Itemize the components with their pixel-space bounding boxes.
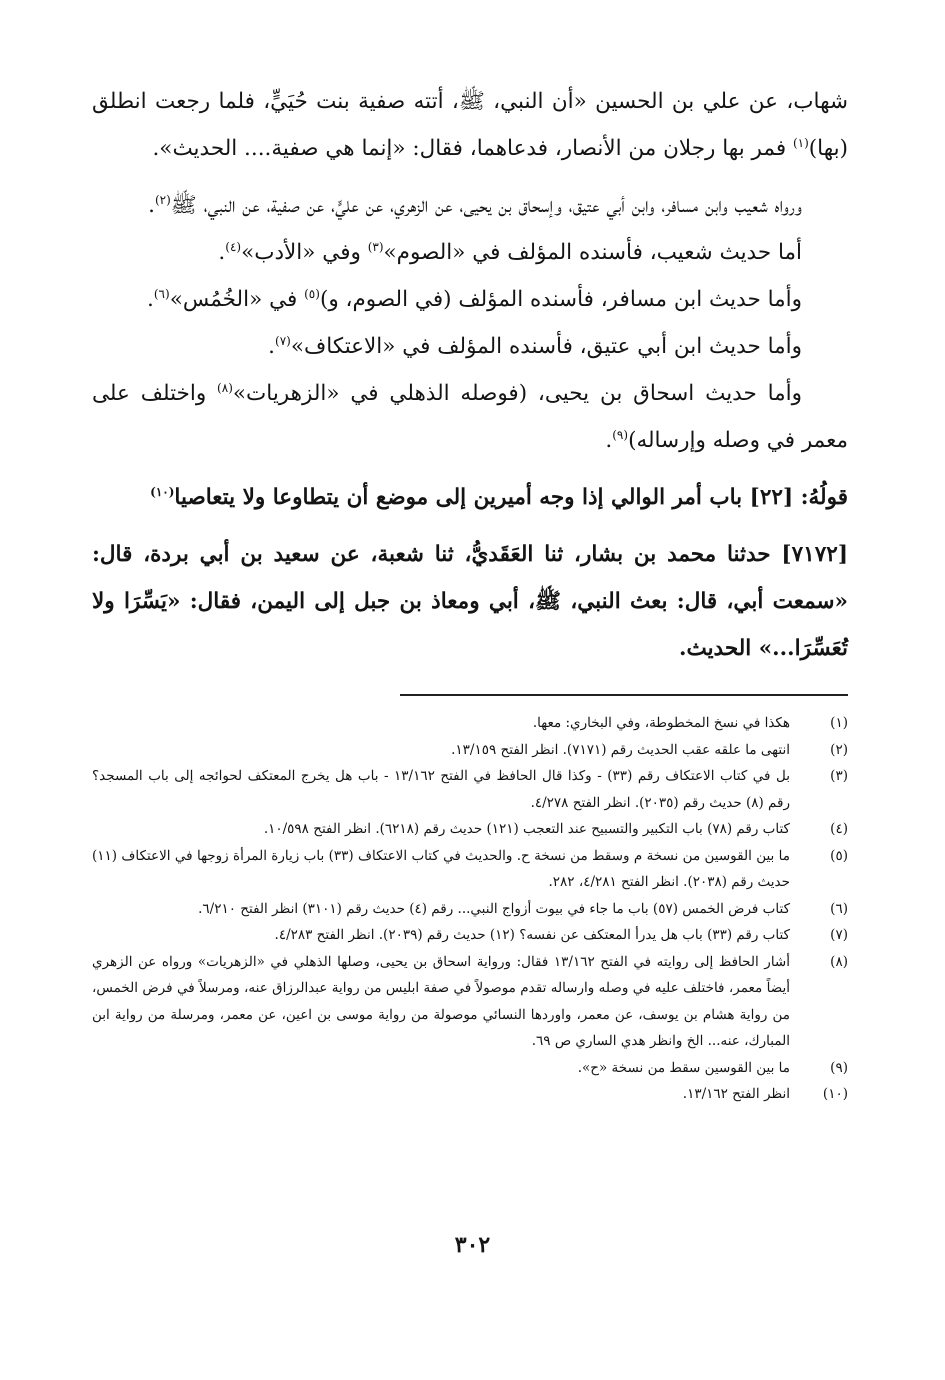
footnote-text: كتاب رقم (٧٨) باب التكبير والتسبيح عند التعجب (١٢١) حديث رقم (٦٢١٨). انظر الفتح ١٠/٥٩٨. [263,821,790,837]
footnote-item [92,843,848,896]
paragraph-1-text: شهاب، عن علي بن الحسين «أن النبي، ﷺ، أتته صفية بنت حُيَيٍّ، فلما رجعت انطلق (بها) [92,89,848,161]
footnote-ref-10: (١٠) [150,484,175,499]
footnote-number: (٦) [830,900,848,917]
footnote-item [92,763,848,816]
paragraph-4-end: . [147,287,154,312]
paragraph-5-end: . [268,334,275,359]
page-content [92,78,848,1108]
paragraph-2-text: ورواه شعيب وابن مسافر، وابن أبي عتيق، وإسحاق بن يحيى، عن الزهري، عن عليٍّ، عن صفية، عن النبي، ﷺ [170,193,802,218]
footnote-item [92,737,848,764]
footnote-item [92,816,848,843]
footnote-text: ما بين القوسين من نسخة م وسقط من نسخة ح. والحديث في كتاب الاعتكاف (٣٣) باب زيارة المرأة زوجها في الاعتكاف (١١) حديث رقم (٢٠٣٨). انظر الفتح ٤/٢٨١، ٢٨٢. [92,847,790,890]
hadith-text: [٧١٧٢] حدثنا محمد بن بشار، ثنا العَقَديُّ، ثنا شعبة، عن سعيد بن أبي بردة، قال: «سمعت أبي، قال: بعث النبي، ﷺ، أبي ومعاذ بن جبل إلى اليمن، فقال: «يَسِّرَا ولا تُعَسِّرَا...» الحديث. [92,542,848,661]
footnote-text: هكذا في نسخ المخطوطة، وفي البخاري: معها. [532,715,790,731]
footnote-text: كتاب فرض الخمس (٥٧) باب ما جاء في بيوت أزواج النبي... رقم (٤) حديث رقم (٣١٠١) انظر الفتح ٦/٢١٠. [198,900,790,917]
footnote-item [92,1081,848,1108]
footnote-text: ما بين القوسين سقط من نسخة «ح». [577,1059,790,1076]
footnote-number: (٥) [830,847,848,864]
paragraph-5-text: وأما حديث ابن أبي عتيق، فأسنده المؤلف في «الاعتكاف» [290,334,802,359]
chapter-heading-text: قولُهُ: [٢٢] باب أمر الوالي إذا وجه أميرين إلى موضع أن يتطاوعا ولا يتعاصيا [174,485,848,510]
paragraph-5 [92,323,848,370]
footnote-item [92,896,848,923]
footnote-number: (٢) [830,741,848,758]
paragraph-6-text-b: واختلف على معمر في وصله وإرساله) [92,381,848,453]
footnote-divider [400,694,848,696]
main-text [92,78,848,672]
paragraph-4-text-b: في «الخُمُس» [169,287,305,312]
paragraph-3-text-a: أما حديث شعيب، فأسنده المؤلف في «الصوم» [383,240,802,265]
paragraph-2 [92,182,848,229]
paragraph-1 [92,78,848,172]
paragraph-6-text-a: وأما حديث اسحاق بن يحيى، (فوصله الذهلي في «الزهريات» [232,381,803,406]
footnote-ref-8: (٨) [217,380,233,395]
footnote-number: (٧) [830,927,848,943]
footnote-ref-2: (٢) [154,192,171,207]
footnote-number: (١٠) [822,1086,848,1102]
footnote-item [92,1055,848,1082]
footnote-item [92,710,848,737]
footnote-text: انظر الفتح ١٣/١٦٢. [682,1086,790,1102]
footnote-text: بل في كتاب الاعتكاف رقم (٣٣) - وكذا قال الحافظ في الفتح ١٣/١٦٢ - باب هل يخرج المعتكف لحوائجه إلى باب المسجد؟ رقم (٨) حديث رقم (٢٠٣٥). انظر الفتح ٤/٢٧٨. [92,768,790,811]
paragraph-6 [92,370,848,464]
footnote-number: (٨) [830,953,848,970]
paragraph-3 [92,229,848,276]
paragraph-3-end: . [218,240,226,265]
footnote-text: أشار الحافظ إلى روايته في الفتح ١٣/١٦٢ فقال: ورواية اسحاق بن يحيى، وصلها الذهلي في «الزهريات» ورواه عن الزهري أيضاً معمر، فاختلف عليه في وصله وارساله تقدم موصولاً في صفة ابليس من رواية عبدالرزاق عنه، ومرسلاً في فرض الخمس، من رواية هشام بن يوسف، عن معمر، واوردها النسائي موصولة من رواية موسى بن اعين، عن معمر، ومرسلة من رواية ابن المبارك، عنه... الخ وانظر هدي الساري ص ٦٩. [92,953,790,1049]
paragraph-4 [92,276,848,323]
footnote-item [92,949,848,1055]
footnote-ref-6: (٦) [153,286,170,301]
paragraph-1-rest: فمر بها رجلان من الأنصار، فدعاهما، فقال: «إنما هي صفية.... الحديث». [152,136,793,161]
footnote-number: (٣) [830,768,848,784]
footnote-number: (٤) [830,821,848,837]
page-number: ٣٠٢ [454,1232,491,1258]
footnote-ref-9: (٩) [612,427,629,442]
footnote-number: (١) [830,715,848,731]
footnote-ref-1: (١) [792,135,809,150]
footnote-number: (٩) [830,1059,848,1076]
paragraph-4-text-a: وأما حديث ابن مسافر، فأسنده المؤلف (في الصوم، و) [319,287,802,312]
footnote-item [92,922,848,949]
footnote-ref-5: (٥) [304,286,320,301]
paragraph-3-text-b: وفي «الأدب» [241,240,368,265]
footnote-ref-7: (٧) [275,333,291,348]
footnote-ref-3: (٣) [367,239,384,254]
chapter-heading [92,474,848,521]
footnote-text: انتهى ما علقه عقب الحديث رقم (٧١٧١). انظر الفتح ١٣/١٥٩. [451,741,790,758]
footnote-text: كتاب رقم (٣٣) باب هل يدرأ المعتكف عن نفسه؟ (١٢) حديث رقم (٢٠٣٩). انظر الفتح ٤/٢٨٣. [274,927,790,943]
footnotes [92,710,848,1108]
footnote-ref-4: (٤) [225,239,242,254]
paragraph-6-end: . [605,428,613,453]
paragraph-2-end: . [148,193,155,218]
